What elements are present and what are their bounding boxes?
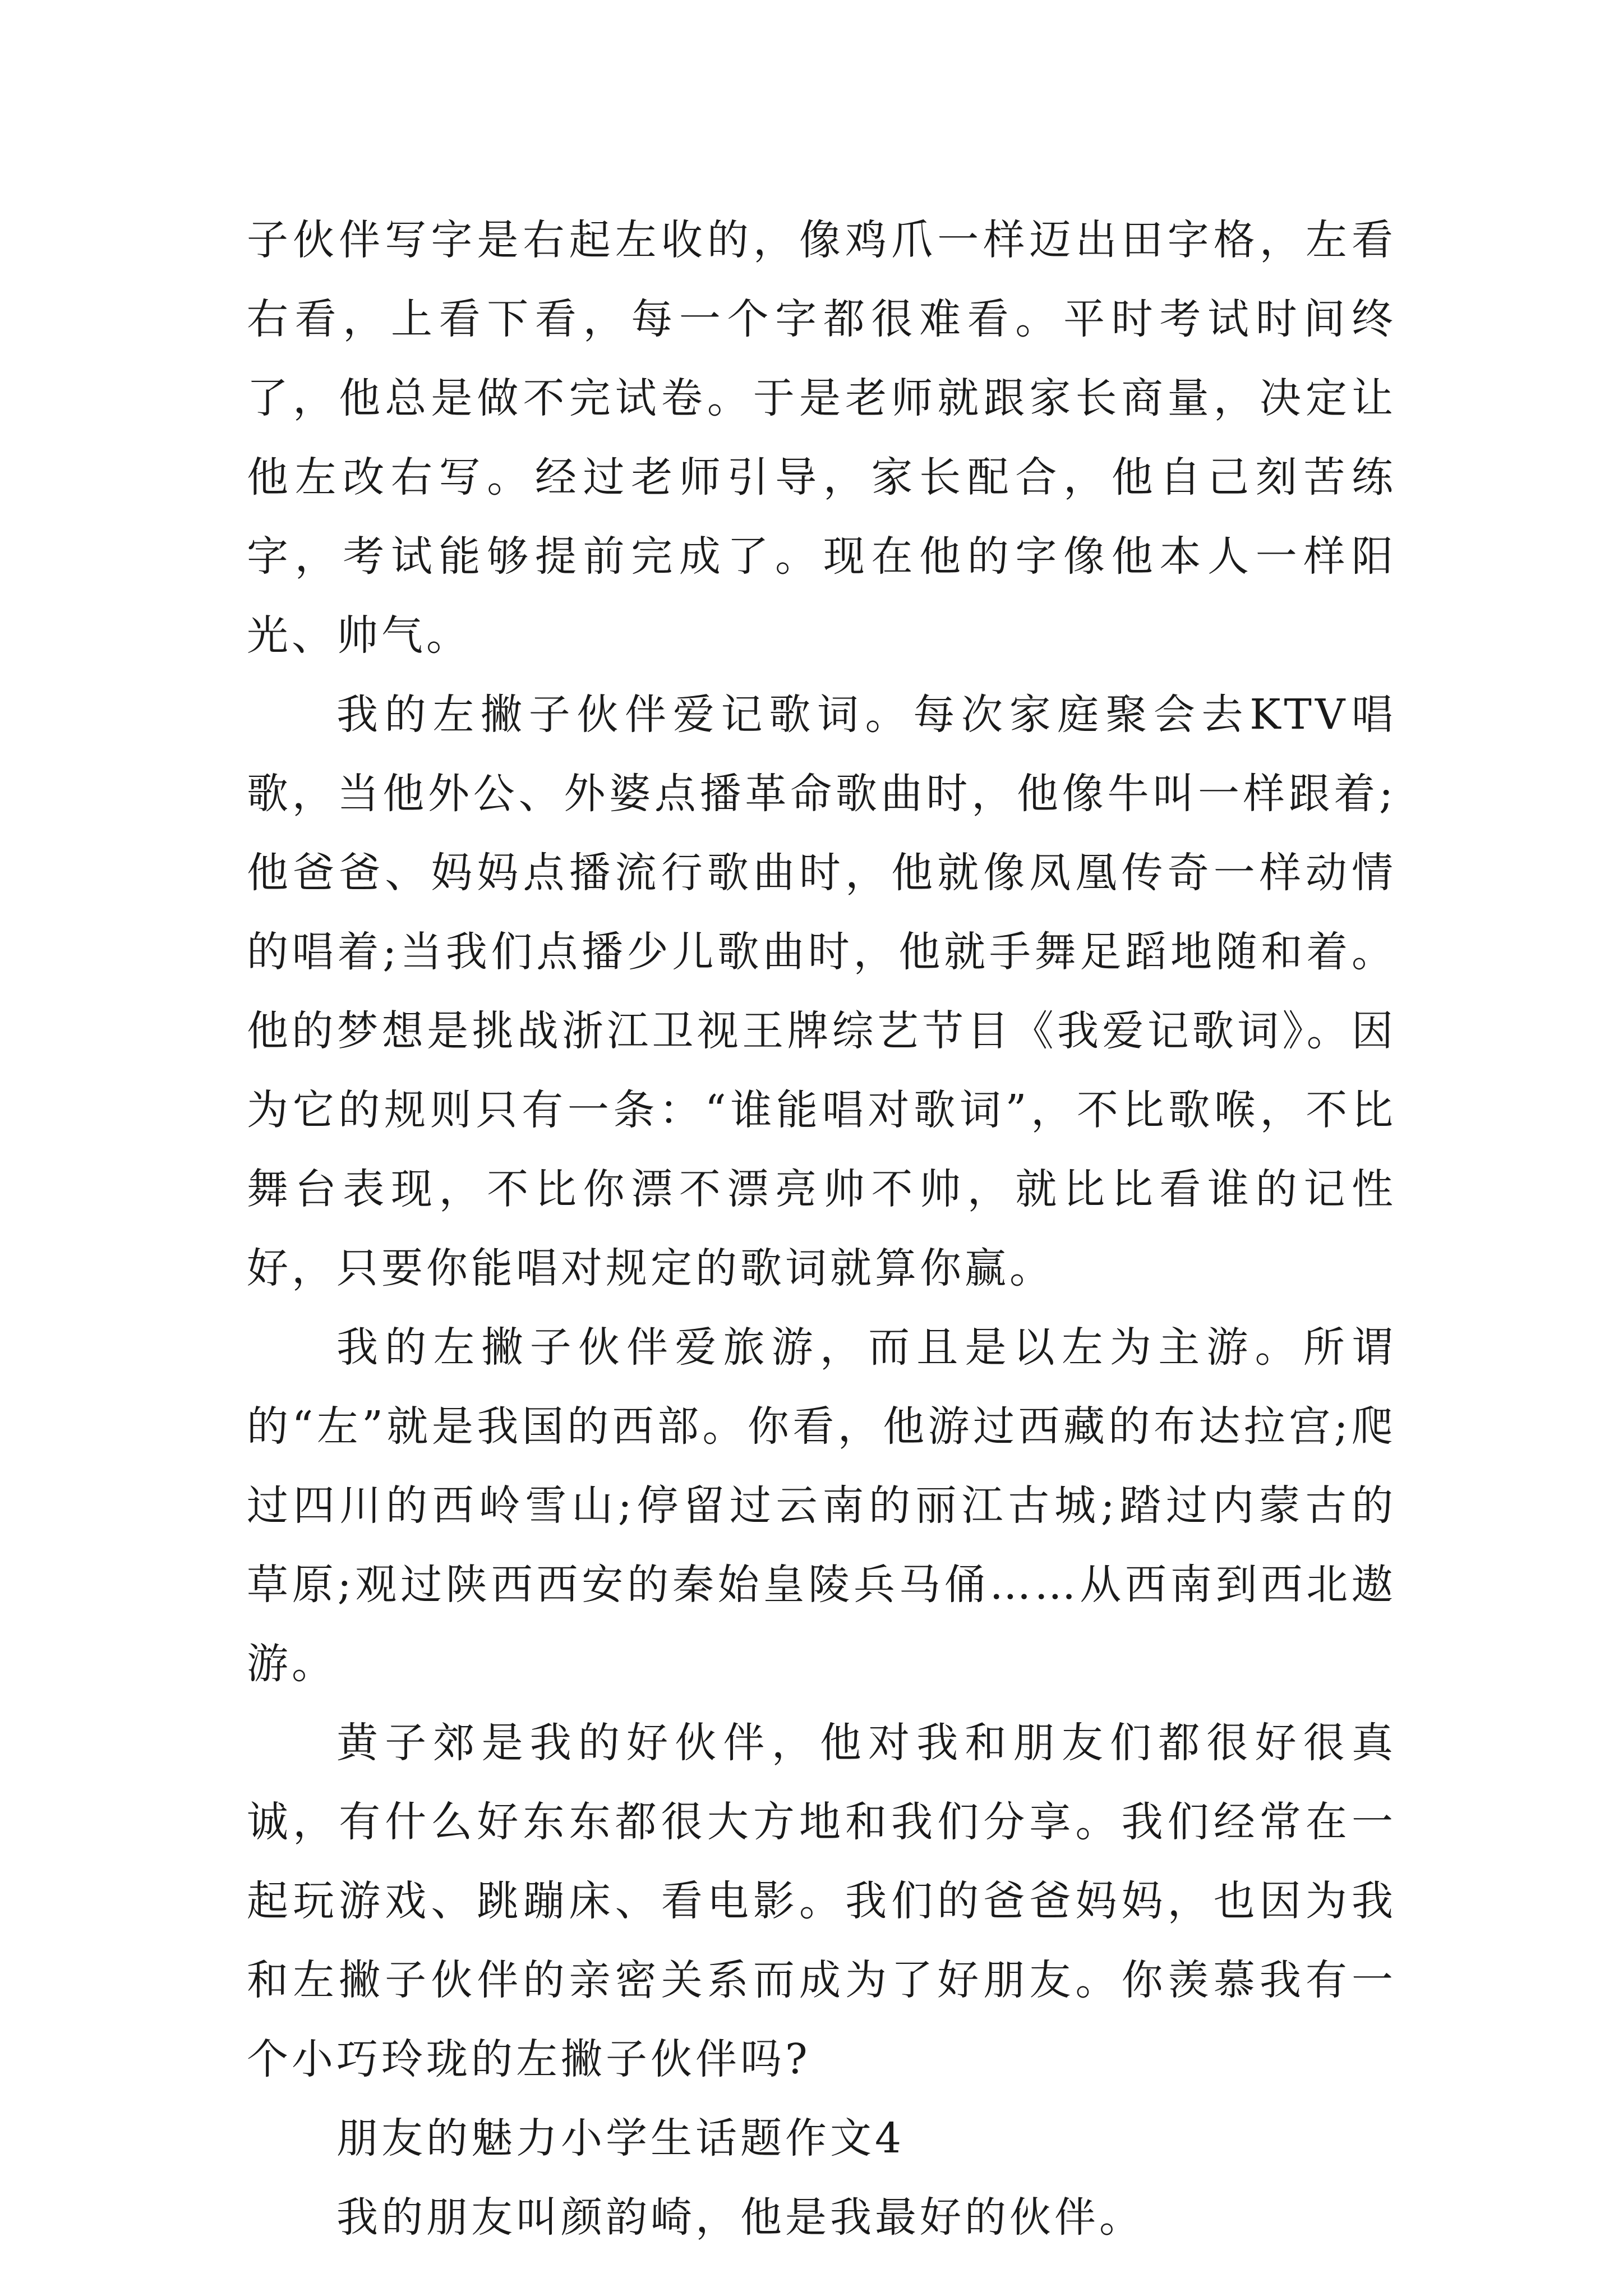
- document-body: [247, 201, 1396, 2257]
- paragraph-2: 我的左撇子伙伴爱记歌词。每次家庭聚会去KTV唱歌，当他外公、外婆点播革命歌曲时，他像牛叫一样跟着;他爸爸、妈妈点播流行歌曲时，他就像凤凰传奇一样动情的唱着;当我们点播少儿歌曲时，他就手舞足蹈地随和着。他的梦想是挑战浙江卫视王牌综艺节目《我爱记歌词》。因为它的规则只有一条：“谁能唱对歌词”，不比歌喉，不比舞台表现，不比你漂不漂亮帅不帅，就比比看谁的记性好，只要你能唱对规定的歌词就算你赢。: [247, 691, 1396, 1292]
- paragraph-5: 我的朋友叫颜韵崎，他是我最好的伙伴。: [336, 2193, 1144, 2242]
- section-heading: 朋友的魅力小学生话题作文4: [336, 2114, 905, 2162]
- paragraph-3: 我的左撇子伙伴爱旅游，而且是以左为主游。所谓的“左”就是我国的西部。你看，他游过西藏的布达拉宫;爬过四川的西岭雪山;停留过云南的丽江古城;踏过内蒙古的草原;观过陕西西安的秦始皇陵兵马俑……从西南到西北遨游。: [247, 1323, 1396, 1688]
- paragraph-4: 黄子郊是我的好伙伴，他对我和朋友们都很好很真诚，有什么好东东都很大方地和我们分享。我们经常在一起玩游戏、跳蹦床、看电影。我们的爸爸妈妈，也因为我和左撇子伙伴的亲密关系而成为了好朋友。你羡慕我有一个小巧玲珑的左撇子伙伴吗?: [247, 1719, 1396, 2083]
- paragraph-1: 子伙伴写字是右起左收的，像鸡爪一样迈出田字格，左看右看，上看下看，每一个字都很难看。平时考试时间终了，他总是做不完试卷。于是老师就跟家长商量，决定让他左改右写。经过老师引导，家长配合，他自己刻苦练字，考试能够提前完成了。现在他的字像他本人一样阳光、帅气。: [247, 216, 1396, 660]
